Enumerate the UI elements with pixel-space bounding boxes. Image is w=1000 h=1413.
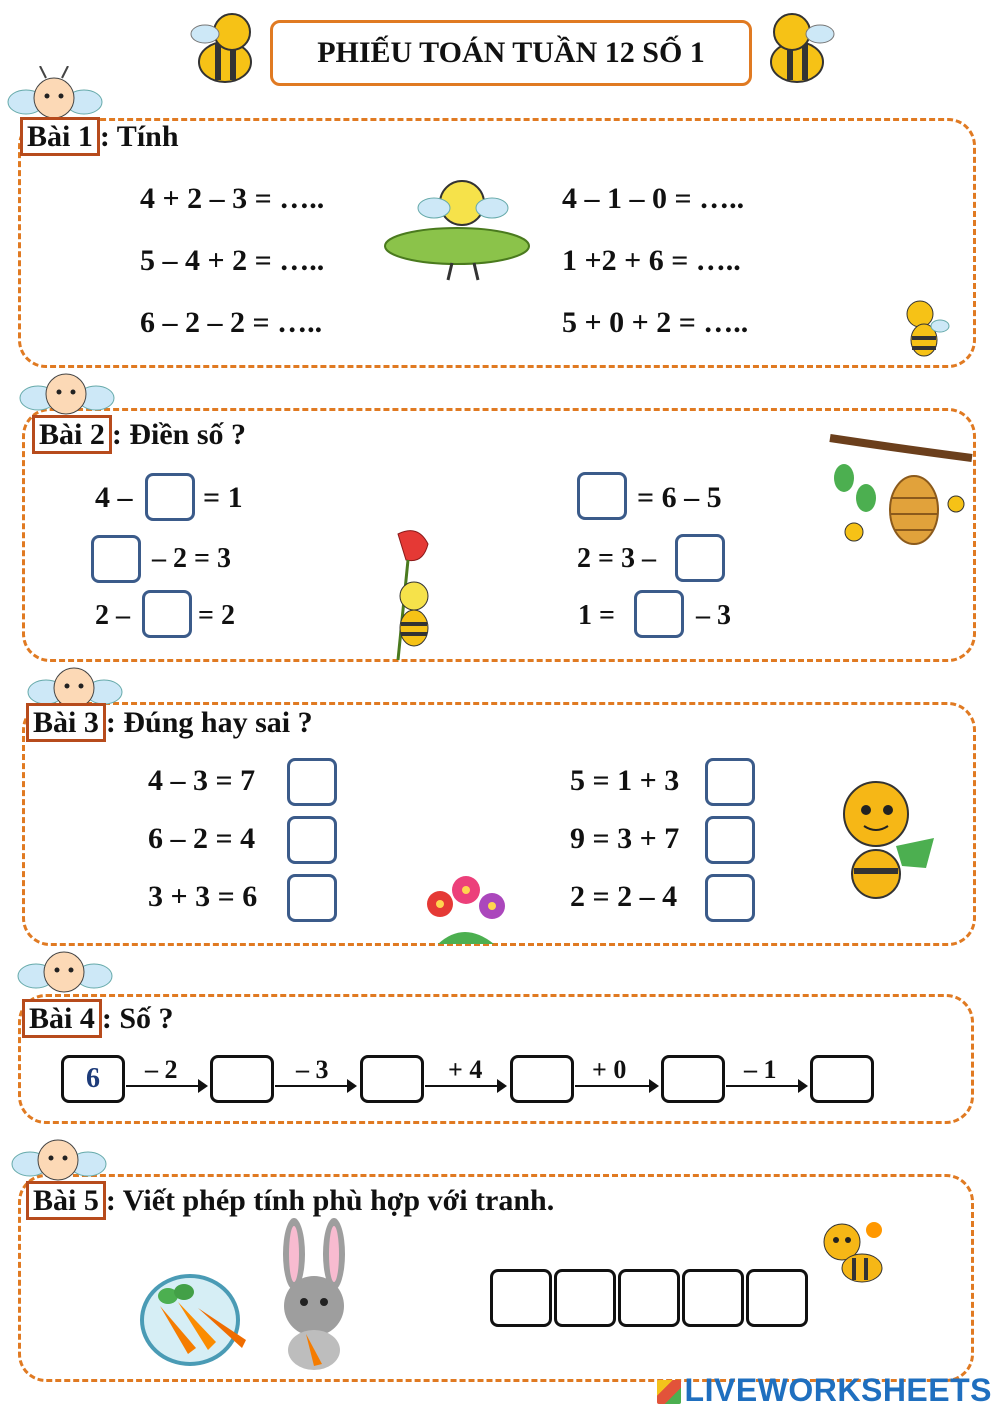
equation-part: = 1 — [203, 481, 243, 514]
statement: 5 = 1 + 3 — [570, 764, 680, 797]
answer-box[interactable] — [634, 590, 684, 638]
true-false-box[interactable] — [287, 874, 337, 922]
true-false-box[interactable] — [705, 816, 755, 864]
equation: 4 – 1 – 0 = ….. — [562, 182, 745, 215]
heading-bai-2 — [32, 418, 246, 452]
statement: 3 + 3 = 6 — [148, 880, 258, 913]
heading-bai-4 — [22, 1002, 174, 1036]
operation-label: – 2 — [145, 1055, 178, 1084]
statement: 9 = 3 + 7 — [570, 822, 680, 855]
answer-box-4[interactable] — [682, 1269, 744, 1327]
arrow-icon — [575, 1085, 657, 1087]
operation-label: – 1 — [744, 1055, 777, 1084]
beehive-illustration — [826, 418, 976, 558]
section-title: : Tính — [99, 120, 179, 153]
heading-bai-3 — [26, 706, 313, 740]
equation: 4 + 2 – 3 = ….. — [140, 182, 325, 215]
section-label: Bài 4 — [22, 999, 102, 1038]
chain-start-box: 6 — [61, 1055, 125, 1103]
answer-box[interactable] — [577, 472, 627, 520]
chain-answer-box[interactable] — [510, 1055, 574, 1103]
answer-box[interactable] — [145, 473, 195, 521]
equation: 6 – 2 – 2 = ….. — [140, 306, 323, 339]
operation-label: – 3 — [296, 1055, 329, 1084]
section-title: : Viết phép tính phù hợp với tranh. — [105, 1184, 555, 1217]
answer-box-5[interactable] — [746, 1269, 808, 1327]
true-false-box[interactable] — [287, 816, 337, 864]
section-title: : Đúng hay sai ? — [105, 706, 313, 739]
bee-on-leaf-illustration — [382, 168, 532, 288]
arrow-icon — [425, 1085, 505, 1087]
chain-answer-box[interactable] — [210, 1055, 274, 1103]
true-false-box[interactable] — [287, 758, 337, 806]
flowers-illustration — [418, 870, 510, 948]
answer-box-2[interactable] — [554, 1269, 616, 1327]
page-title: PHIẾU TOÁN TUẦN 12 SỐ 1 — [270, 20, 752, 86]
equation: 5 – 4 + 2 = ….. — [140, 244, 325, 277]
section-title: : Điền số ? — [111, 418, 247, 451]
answer-box[interactable] — [91, 535, 141, 583]
bee-with-flower-illustration — [378, 524, 448, 664]
true-false-box[interactable] — [705, 758, 755, 806]
section-label: Bài 2 — [32, 415, 112, 454]
chain-answer-box[interactable] — [810, 1055, 874, 1103]
equation-part: – 2 = 3 — [152, 543, 231, 574]
chain-answer-box[interactable] — [360, 1055, 424, 1103]
carrots-plate-illustration — [138, 1268, 250, 1368]
equation: 5 + 0 + 2 = ….. — [562, 306, 749, 339]
bee-illustration-left — [180, 4, 270, 94]
equation-part: 2 = 3 – — [577, 543, 656, 574]
answer-box[interactable] — [675, 534, 725, 582]
equation-part: 1 = — [578, 600, 615, 631]
equation-part: 4 – — [95, 481, 133, 514]
section-label: Bài 3 — [26, 703, 106, 742]
equation: 1 +2 + 6 = ….. — [562, 244, 741, 277]
bee-superhero-illustration — [830, 774, 940, 906]
equation-part: = 2 — [198, 600, 235, 631]
answer-box-3[interactable] — [618, 1269, 680, 1327]
section-label: Bài 5 — [26, 1181, 106, 1220]
heading-bai-1 — [20, 120, 179, 154]
bee-illustration-right — [752, 4, 842, 94]
operation-label: + 0 — [592, 1055, 627, 1084]
arrow-icon — [275, 1085, 355, 1087]
section-title: : Số ? — [101, 1002, 174, 1035]
arrow-icon — [126, 1085, 206, 1087]
bunny-illustration — [258, 1214, 368, 1372]
logo-icon — [657, 1380, 681, 1404]
chain-answer-box[interactable] — [661, 1055, 725, 1103]
answer-box-1[interactable] — [490, 1269, 552, 1327]
section-label: Bài 1 — [20, 117, 100, 156]
arrow-icon — [726, 1085, 806, 1087]
equation-part: – 3 — [696, 600, 731, 631]
statement: 2 = 2 – 4 — [570, 880, 678, 913]
answer-box[interactable] — [142, 590, 192, 638]
statement: 4 – 3 = 7 — [148, 764, 256, 797]
small-bee-illustration — [898, 296, 950, 362]
heading-bai-5 — [26, 1184, 554, 1218]
statement: 6 – 2 = 4 — [148, 822, 256, 855]
equation-part: = 6 – 5 — [637, 481, 722, 514]
bee-with-honey-illustration — [816, 1214, 888, 1288]
equation-part: 2 – — [95, 600, 130, 631]
operation-label: + 4 — [448, 1055, 483, 1084]
true-false-box[interactable] — [705, 874, 755, 922]
liveworksheets-logo: LIVEWORKSHEETS — [657, 1372, 992, 1409]
